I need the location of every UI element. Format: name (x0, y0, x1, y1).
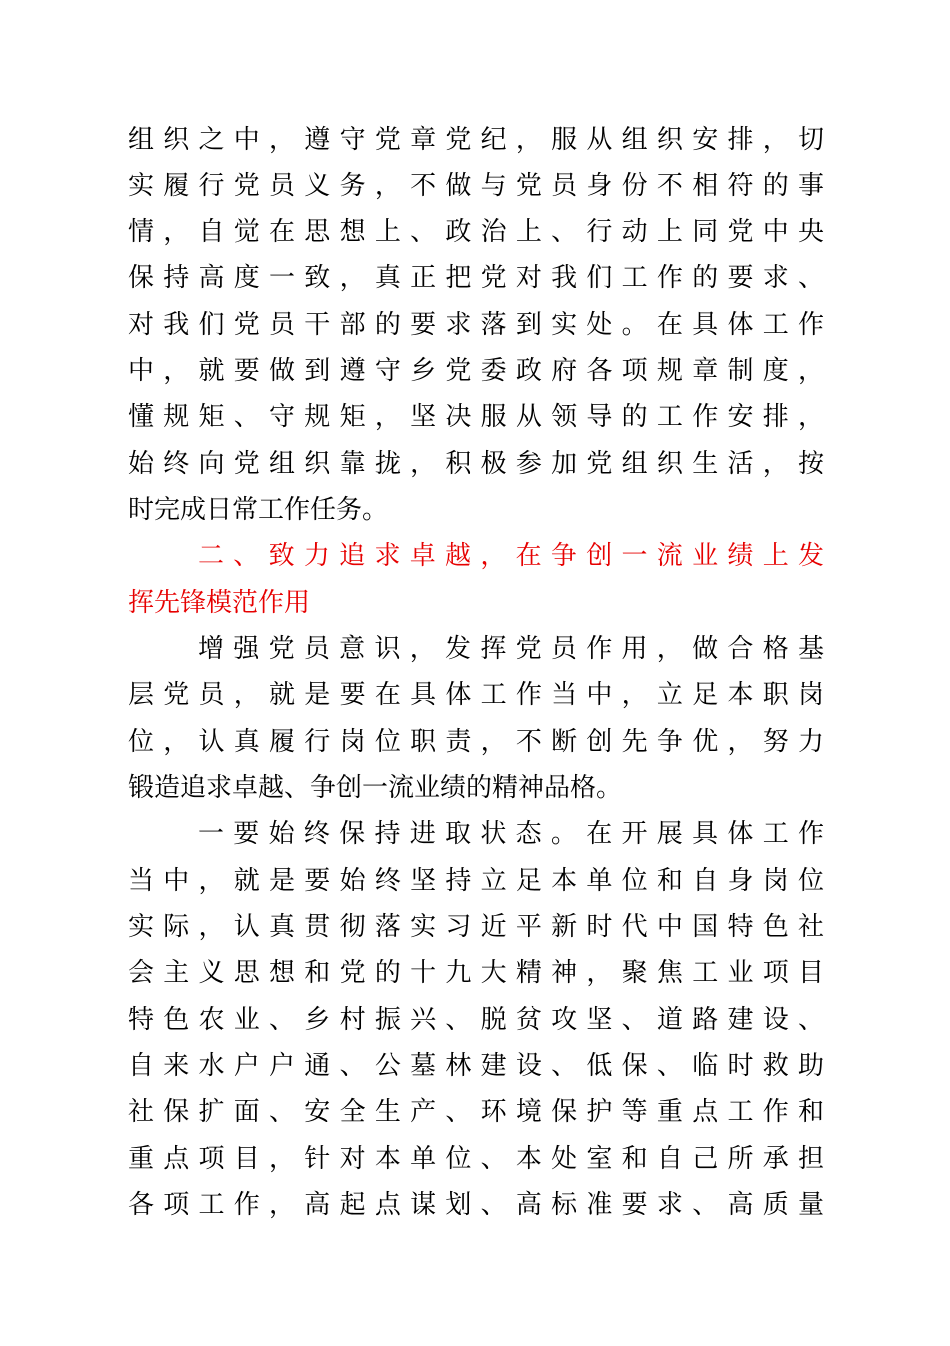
text-line: 位，认真履行岗位职责，不断创先争优，努力 (128, 727, 824, 757)
text-line: 情，自觉在思想上、政治上、行动上同党中央 (128, 217, 824, 247)
text-line: 各项工作，高起点谋划、高标准要求、高质量 (128, 1190, 824, 1220)
text-line: 实际，认真贯彻落实习近平新时代中国特色社 (128, 912, 824, 942)
text-line: 社保扩面、安全生产、环境保护等重点工作和 (128, 1097, 824, 1127)
text-line: 一要始终保持进取状态。在开展具体工作 (198, 819, 824, 849)
text-line: 层党员，就是要在具体工作当中，立足本职岗 (128, 680, 824, 710)
text-line: 重点项目，针对本单位、本处室和自己所承担 (128, 1144, 824, 1174)
text-line: 懂规矩、守规矩，坚决服从领导的工作安排， (128, 402, 824, 432)
text-line: 增强党员意识，发挥党员作用，做合格基 (198, 634, 824, 664)
text-line: 组织之中，遵守党章党纪，服从组织安排，切 (128, 125, 824, 155)
text-line: 实履行党员义务，不做与党员身份不相符的事 (128, 171, 824, 201)
text-line: 时完成日常工作任务。 (128, 495, 389, 525)
section-heading-line: 挥先锋模范作用 (128, 588, 311, 618)
text-line: 中，就要做到遵守乡党委政府各项规章制度， (128, 356, 824, 386)
text-line: 始终向党组织靠拢，积极参加党组织生活，按 (128, 449, 824, 479)
text-line: 对我们党员干部的要求落到实处。在具体工作 (128, 310, 824, 340)
text-line: 锻造追求卓越、争创一流业绩的精神品格。 (128, 773, 623, 803)
text-line: 自来水户户通、公墓林建设、低保、临时救助 (128, 1051, 824, 1081)
text-line: 当中，就是要始终坚持立足本单位和自身岗位 (128, 866, 824, 896)
text-line: 保持高度一致，真正把党对我们工作的要求、 (128, 263, 824, 293)
text-line: 特色农业、乡村振兴、脱贫攻坚、道路建设、 (128, 1005, 824, 1035)
text-line: 会主义思想和党的十九大精神，聚焦工业项目 (128, 958, 824, 988)
section-heading-line: 二、致力追求卓越，在争创一流业绩上发 (198, 541, 824, 571)
